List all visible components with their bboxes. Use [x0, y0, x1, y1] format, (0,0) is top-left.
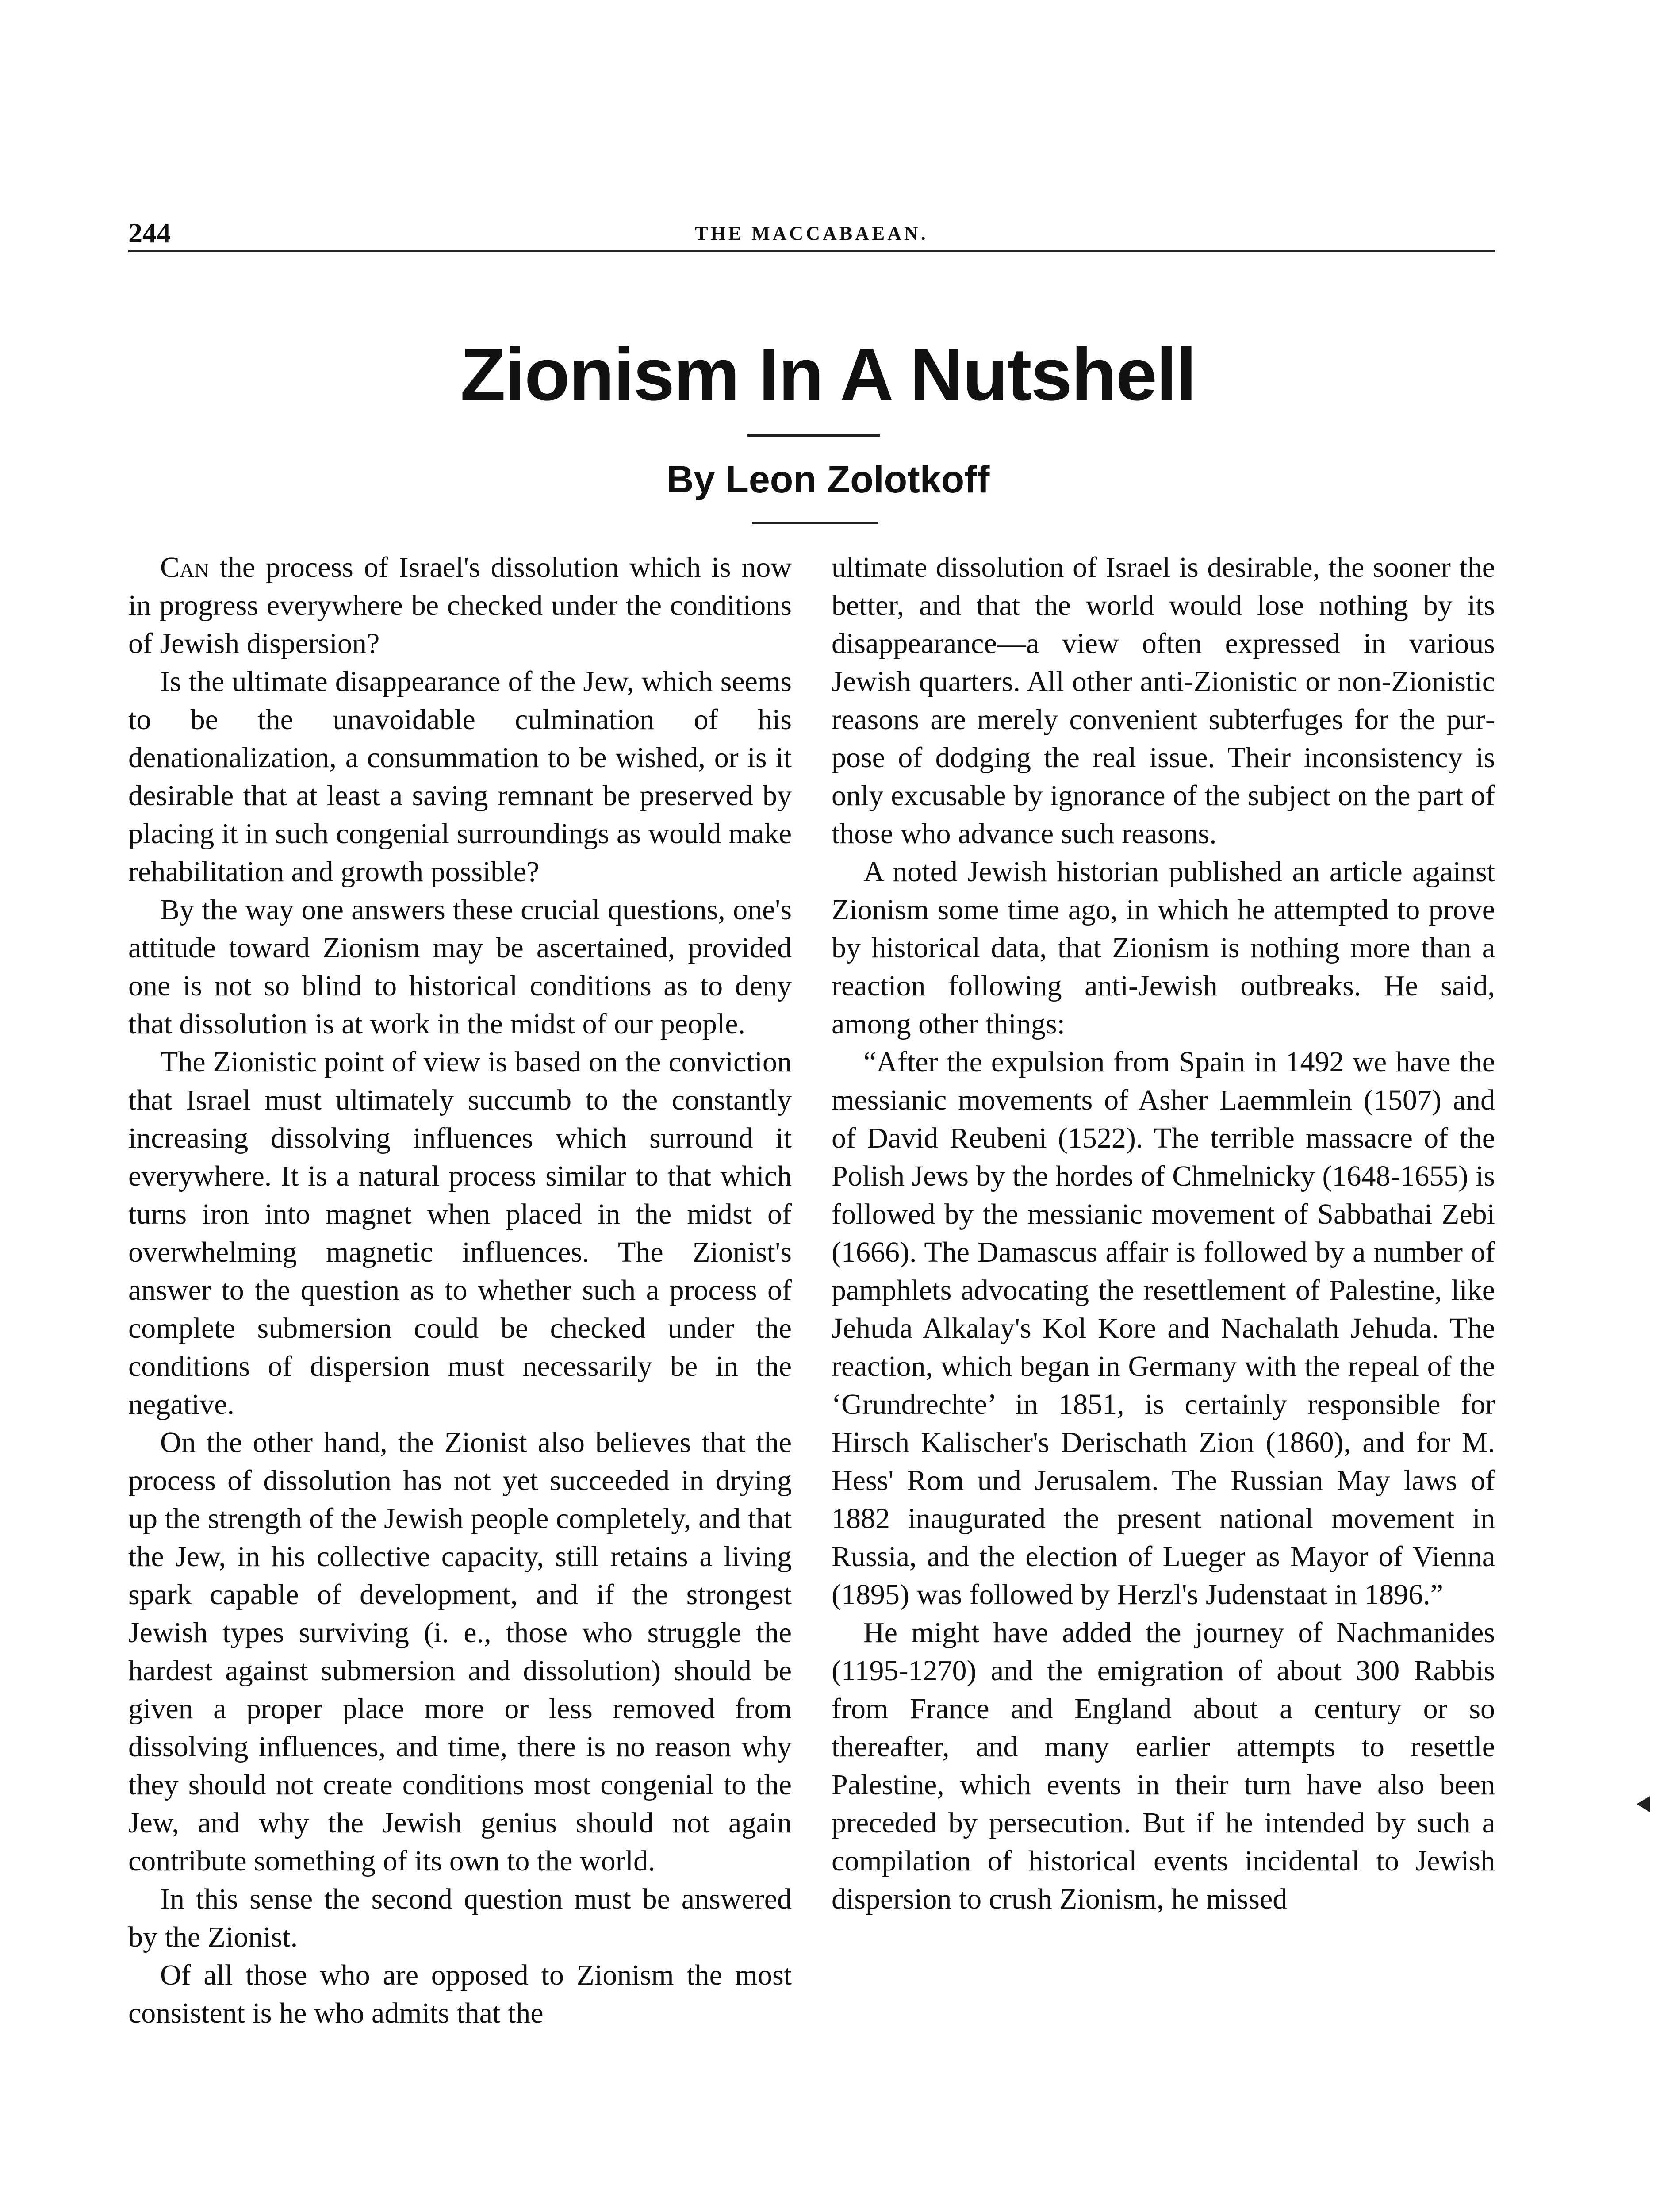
paragraph: In this sense the second question must be answered by the Zionist.	[128, 1883, 792, 1953]
journal-title: THE MACCABAEAN.	[695, 223, 928, 244]
left-column	[128, 549, 792, 2032]
paragraph: A noted Jewish historian published an article against Zionism some time ago, in which he attempted to prove by historical data, that Zionism is nothing more than a reaction following anti-Jewish outbreaks. He said, among other things:	[832, 856, 1495, 1040]
page-number: 244	[128, 217, 171, 249]
paragraph: ultimate dissolution of Israel is desirable, the sooner the better, and that the world would lose nothing by its disappearance—a view often expressed in various Jewish quarters. All other anti-Zionistic or non-Zionistic reasons are merely convenient subterfuges for the purpose of dodging the real issue. Their inconsistency is only excusable by ignorance of the subject on the part of those who advance such reasons.	[832, 551, 1495, 850]
byline: By Leon Zolotkoff	[666, 458, 990, 501]
byline-divider	[752, 522, 878, 524]
paragraph: Of all those who are opposed to Zionism the most consistent is he who admits that the	[128, 1959, 792, 2029]
title-divider	[748, 434, 880, 437]
running-header	[128, 212, 1495, 252]
header-rule	[128, 250, 1495, 252]
paragraph: Is the ultimate disappearance of the Jew, which seems to be the unavoidable culmination of his denationalization, a consummation to be wished, or is it desirable that at least a saving remnant be preserved by placing it in such congenial surroundings as would make rehabilitation and growth possible?	[128, 665, 792, 888]
paragraph	[128, 549, 792, 663]
paragraph-text: the process of Israel's dissolution which is now in progress everywhere be checked under the conditions of Jewish dispersion?	[128, 551, 792, 660]
margin-arrow-icon	[1637, 1796, 1650, 1812]
quotation-paragraph: “After the expulsion from Spain in 1492 we have the messianic movements of Asher Laemmlein (1507) and of David Reubeni (1522). The terrible massacre of the Polish Jews by the hordes of Chmelnicky (1648-1655) is followed by the messianic movement of Sabbathai Zebi (1666). The Damascus affair is followed by a number of pamphlets advocating the resettlement of Palestine, like Jehuda Alkalay's Kol Kore and Nachalath Jehuda. The reaction, which began in Germany with the repeal of the ‘Grundrechte’ in 1851, is certainly responsible for Hirsch Kalischer's Derischath Zion (1860), and for M. Hess' Rom und Jerusalem. The Russian May laws of 1882 inaugurated the present national movement in Russia, and the election of Lueger as Mayor of Vienna (1895) was followed by Herzl's Judenstaat in 1896.”	[832, 1046, 1495, 1611]
paragraph: By the way one answers these crucial questions, one's attitude toward Zionism may be ascertained, provided one is not so blind to historical conditions as to deny that dissolution is at work in the midst of our people.	[128, 894, 792, 1040]
paragraph: He might have added the journey of Nachmanides (1195-1270) and the emigration of about 300 Rabbis from France and England about a century or so thereafter, and many earlier attempts to resettle Palestine, which events in their turn have also been preceded by persecution. But if he intended by such a compilation of historical events incidental to Jewish dispersion to crush Zionism, he missed	[832, 1617, 1495, 1915]
article-title: Zionism In A Nutshell	[460, 333, 1196, 416]
right-column	[832, 549, 1495, 1918]
paragraph: The Zionistic point of view is based on the conviction that Israel must ultimately succumb to the constantly increasing dissolving influences which surround it everywhere. It is a natural process similar to that which turns iron into magnet when placed in the midst of overwhelming magnetic influences. The Zionist's answer to the question as to whether such a process of complete submersion could be checked under the conditions of dispersion must necessarily be in the negative.	[128, 1046, 792, 1421]
lead-in: Can	[160, 551, 209, 584]
paragraph: On the other hand, the Zionist also believes that the process of dissolution has not yet succeeded in drying up the strength of the Jewish people completely, and that the Jew, in his collective capacity, still retains a living spark capable of development, and if the strongest Jewish types surviving (i. e., those who struggle the hardest against submersion and dissolution) should be given a proper place more or less removed from dissolving influences, and time, there is no reason why they should not create conditions most congenial to the Jew, and why the Jewish genius should not again contribute something of its own to the world.	[128, 1426, 792, 1877]
